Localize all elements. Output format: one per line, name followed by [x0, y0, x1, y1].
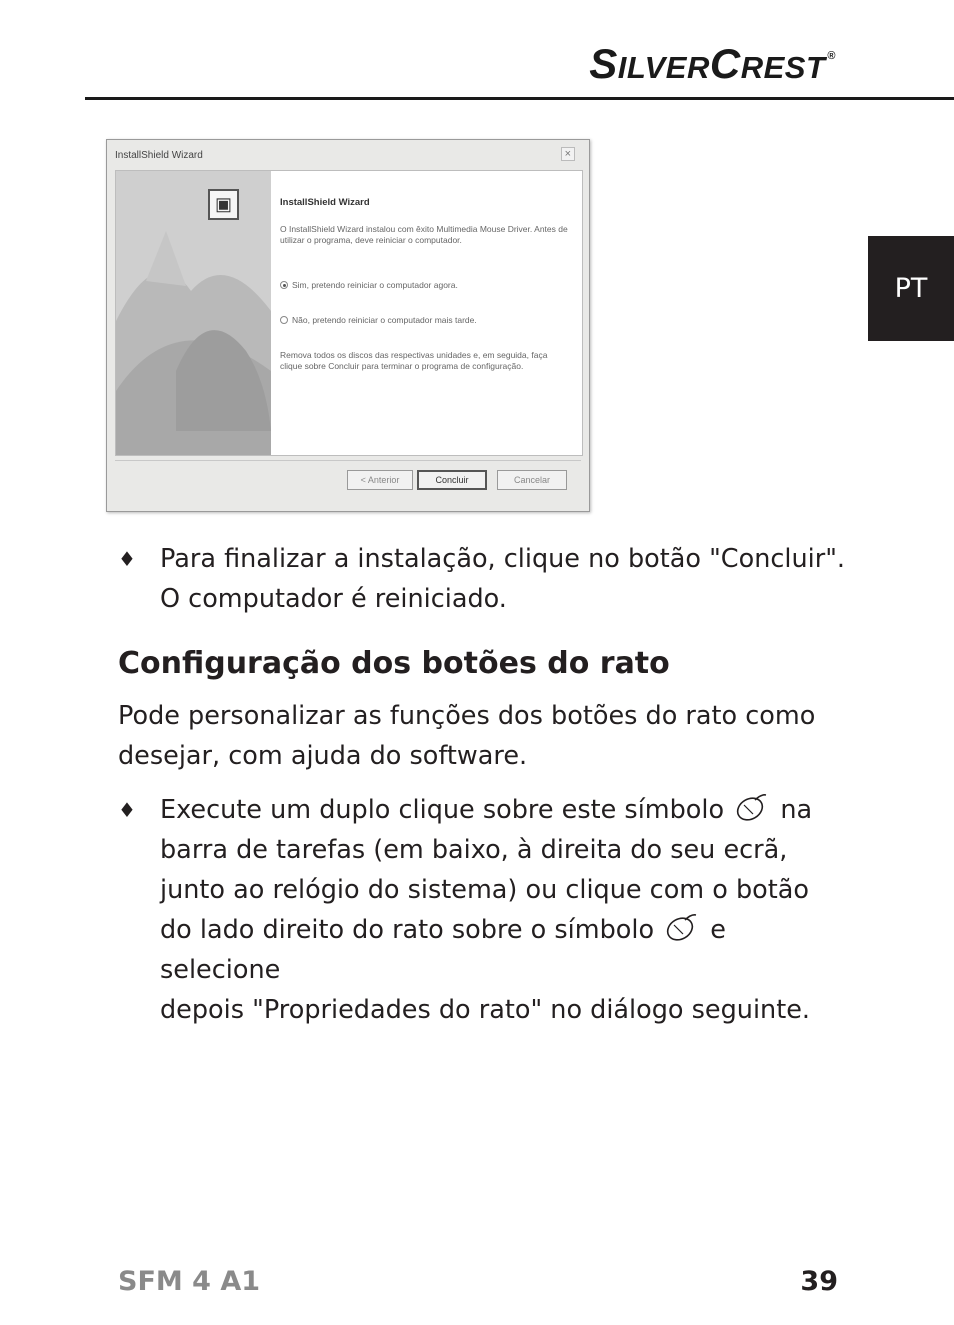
radio-restart-later[interactable]: Não, pretendo reiniciar o computador mais tarde. [280, 315, 570, 326]
bullet-open-mouse-properties: ♦ Execute um duplo clique sobre este símbolo na barra de tarefas (em baixo, à direita do seu ecrã, junto ao relógio do sistema) ou clique com o botão do lado direito do rato sobre o símbolo e selecione depois "Propriedades do rato" no diálogo seguinte. [118, 790, 848, 990]
intro-paragraph: Pode personalizar as funções dos botões do rato como desejar, com ajuda do software. [118, 701, 816, 771]
footer-model: SFM 4 A1 [118, 1266, 261, 1297]
bullet-finish-install [118, 539, 848, 619]
radio-restart-now[interactable]: Sim, pretendo reiniciar o computador agora. [280, 280, 570, 291]
dialog-body [115, 170, 583, 456]
language-tab: PT [868, 236, 954, 341]
banner-artwork [116, 171, 271, 455]
dialog-heading: InstallShield Wizard [280, 197, 370, 208]
setup-monitor-icon: ▣ [208, 189, 239, 220]
bullet-icon: ♦ [118, 798, 136, 822]
finish-button[interactable]: Concluir [417, 470, 487, 490]
dialog-message: O InstallShield Wizard instalou com êxito Multimedia Mouse Driver. Antes de utilizar o programa, deve reiniciar o computador. [280, 224, 568, 245]
section-heading: Configuração dos botões do rato [118, 646, 670, 681]
page-number: 39 [800, 1266, 838, 1297]
bullet1-line1: Para finalizar a instalação, clique no botão "Concluir". [160, 544, 846, 574]
mouse-icon [735, 792, 769, 822]
dialog-note: Remova todos os discos das respectivas unidades e, em seguida, faça clique sobre Concluir para terminar o programa de configuração. [280, 350, 548, 371]
installshield-dialog-screenshot [106, 139, 590, 512]
dialog-close-button[interactable]: × [561, 147, 575, 161]
dialog-separator [115, 460, 581, 461]
back-button[interactable]: < Anterior [347, 470, 413, 490]
header-rule [85, 97, 954, 100]
cancel-button[interactable]: Cancelar [497, 470, 567, 490]
dialog-side-banner [116, 171, 271, 455]
brand-logo: SILVERCREST ® [589, 40, 836, 87]
mouse-icon [665, 912, 699, 942]
bullet-icon: ♦ [118, 547, 136, 571]
dialog-content [280, 197, 570, 406]
dialog-title: InstallShield Wizard [115, 150, 203, 161]
radio-checked-icon [280, 281, 288, 289]
radio-unchecked-icon [280, 316, 288, 324]
bullet1-line2: O computador é reiniciado. [160, 584, 507, 614]
